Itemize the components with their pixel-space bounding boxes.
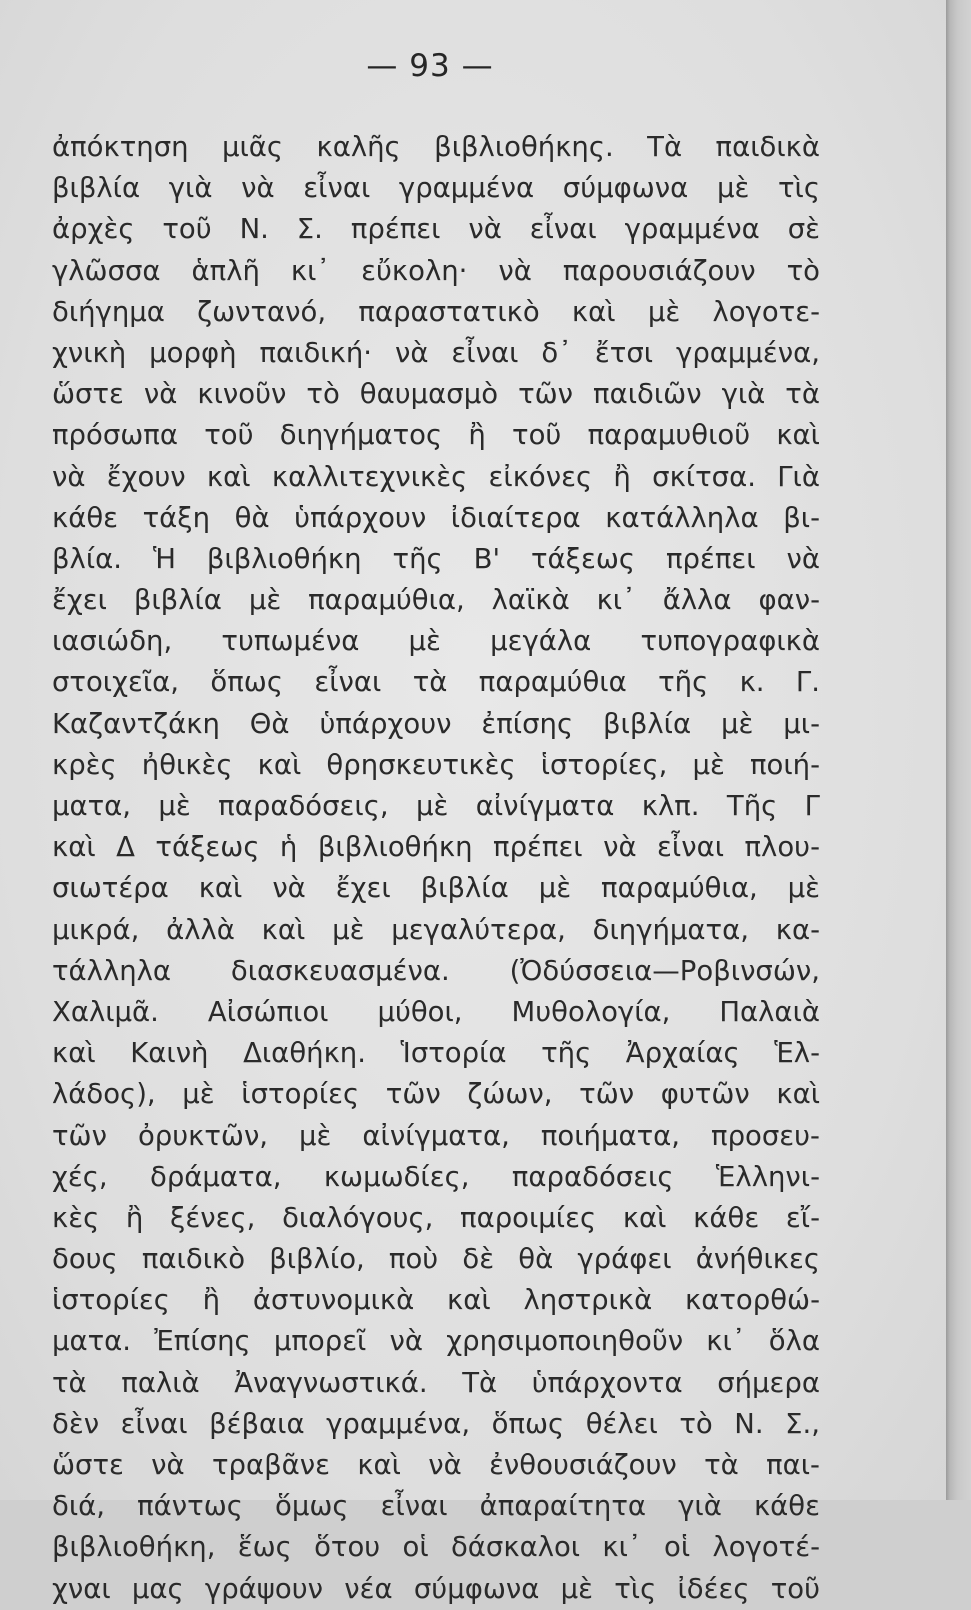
text-line: ματα. Ἐπίσης μπορεῖ νὰ χρησιμοποιηθοῦν κι᾽ ὅλα <box>52 1325 820 1358</box>
text-line: ἱστορίες ἢ ἀστυνομικὰ καὶ ληστρικὰ κατορθώ- <box>52 1284 820 1317</box>
text-line: καὶ Καινὴ Διαθήκη. Ἱστορία τῆς Ἀρχαίας Ἑλ- <box>52 1037 820 1070</box>
text-line: ἀπόκτηση μιᾶς καλῆς βιβλιοθήκης. Τὰ παιδικὰ <box>52 131 820 163</box>
text-line: Χαλιμᾶ. Αἰσώπιοι μύθοι, Μυθολογία, Παλαιὰ <box>52 995 820 1028</box>
text-line: χές, δράματα, κωμωδίες, παραδόσεις Ἑλληνι- <box>52 1160 820 1193</box>
text-line: βιβλιοθήκη, ἕως ὅτου οἱ δάσκαλοι κι᾽ οἱ λογοτέ- <box>52 1531 820 1564</box>
page-edge-shadow <box>946 0 971 1500</box>
text-line: τάλληλα διασκευασμένα. (Ὀδύσσεια—Ροβινσών, <box>52 954 820 987</box>
text-line: τῶν ὀρυκτῶν, μὲ αἰνίγματα, ποιήματα, προσευ- <box>52 1119 820 1152</box>
page-number: — 93 — <box>366 48 494 84</box>
text-line: κάθε τάξη θὰ ὑπάρχουν ἰδιαίτερα κατάλληλα βι- <box>52 501 820 534</box>
text-line: ὥστε νὰ τραβᾶνε καὶ νὰ ἐνθουσιάζουν τὰ παι- <box>52 1449 820 1481</box>
text-line: βλία. Ἡ βιβλιοθήκη τῆς Β' τάξεως πρέπει νὰ <box>52 542 820 575</box>
text-line: ἔχει βιβλία μὲ παραμύθια, λαϊκὰ κι᾽ ἄλλα φαν- <box>52 584 820 617</box>
text-line: καὶ Δ τάξεως ἡ βιβλιοθήκη πρέπει νὰ εἶναι πλου- <box>52 831 820 864</box>
text-line: ματα, μὲ παραδόσεις, μὲ αἰνίγματα κλπ. Τῆς Γ <box>52 790 820 822</box>
text-line: χνικὴ μορφὴ παιδική· νὰ εἶναι δ᾽ ἔτσι γραμμένα, <box>52 336 820 369</box>
text-line: σιωτέρα καὶ νὰ ἔχει βιβλία μὲ παραμύθια, μὲ <box>52 872 820 905</box>
text-line: γλῶσσα ἁπλῆ κι᾽ εὔκολη· νὰ παρουσιάζουν τὸ <box>52 254 820 287</box>
text-line: ὥστε νὰ κινοῦν τὸ θαυμασμὸ τῶν παιδιῶν γιὰ τὰ <box>52 378 820 411</box>
text-line: χναι μας γράψουν νέα σύμφωνα μὲ τὶς ἰδέες τοῦ <box>52 1572 820 1605</box>
text-line: κὲς ἢ ξένες, διαλόγους, παροιμίες καὶ κάθε εἴ- <box>52 1201 820 1234</box>
text-line: βιβλία γιὰ νὰ εἶναι γραμμένα σύμφωνα μὲ τὶς <box>52 172 820 205</box>
text-line: κρὲς ἠθικὲς καὶ θρησκευτικὲς ἱστορίες, μὲ ποιή- <box>52 748 820 781</box>
text-line: διά, πάντως ὅμως εἶναι ἀπαραίτητα γιὰ κάθε <box>52 1490 820 1523</box>
text-line: δὲν εἶναι βέβαια γραμμένα, ὅπως θέλει τὸ Ν. Σ., <box>52 1407 820 1440</box>
text-line: μικρά, ἀλλὰ καὶ μὲ μεγαλύτερα, διηγήματα, κα- <box>52 913 820 946</box>
text-line: στοιχεῖα, ὅπως εἶναι τὰ παραμύθια τῆς κ. Γ. <box>52 666 820 699</box>
body-text <box>52 127 820 1610</box>
text-line: ἀρχὲς τοῦ Ν. Σ. πρέπει νὰ εἶναι γραμμένα σὲ <box>52 213 820 246</box>
text-line: δους παιδικὸ βιβλίο, ποὺ δὲ θὰ γράφει ἀνήθικες <box>52 1243 820 1276</box>
text-line: λάδος), μὲ ἱστορίες τῶν ζώων, τῶν φυτῶν καὶ <box>52 1078 820 1111</box>
text-line: τὰ παλιὰ Ἀναγνωστικά. Τὰ ὑπάρχοντα σήμερα <box>52 1366 820 1399</box>
text-line: νὰ ἔχουν καὶ καλλιτεχνικὲς εἰκόνες ἢ σκίτσα. Γιὰ <box>52 460 820 493</box>
text-line: διήγημα ζωντανό, παραστατικὸ καὶ μὲ λογοτε- <box>52 295 820 328</box>
text-line: Καζαντζάκη Θὰ ὑπάρχουν ἐπίσης βιβλία μὲ μι- <box>52 707 820 740</box>
text-line: πρόσωπα τοῦ διηγήματος ἢ τοῦ παραμυθιοῦ καὶ <box>52 419 820 452</box>
text-line: ιασιώδη, τυπωμένα μὲ μεγάλα τυπογραφικὰ <box>52 625 820 658</box>
